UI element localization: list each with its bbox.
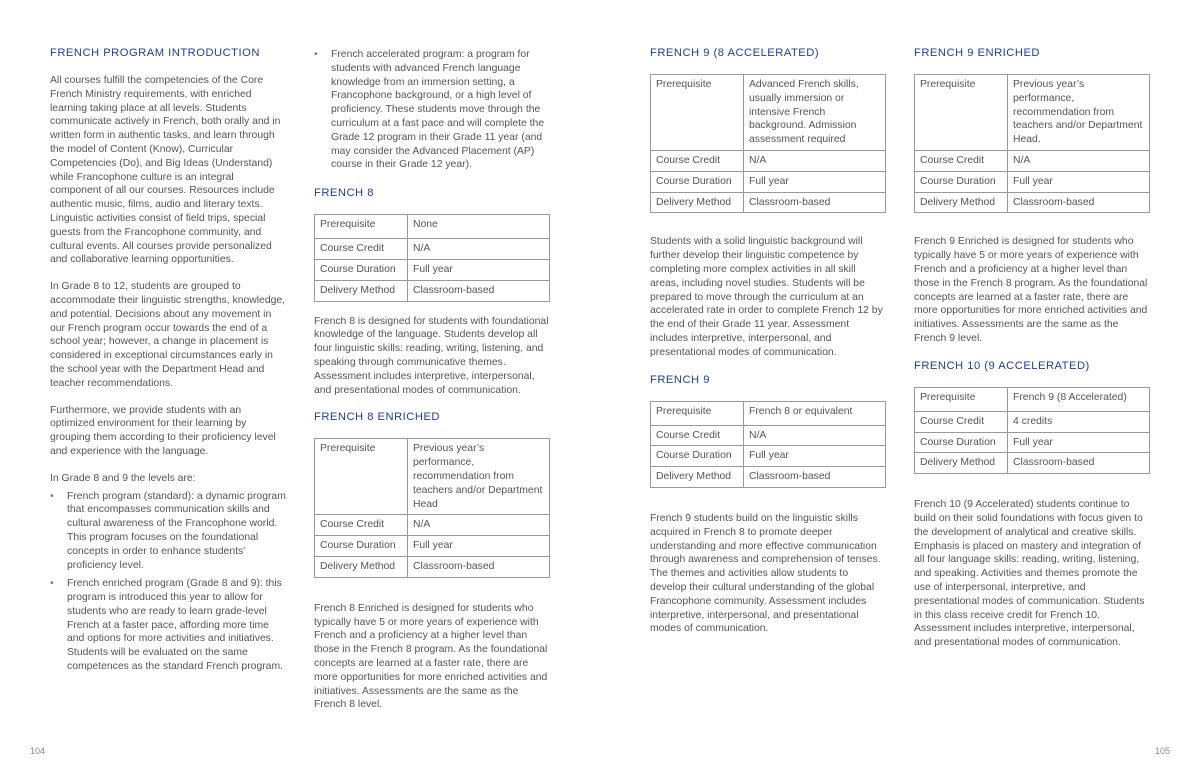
course-table-french-9-enriched bbox=[914, 74, 1150, 213]
row-label: Course Credit bbox=[315, 515, 408, 536]
row-value: Previous year’s performance, recommendation from teachers and/or Department Head bbox=[408, 439, 550, 515]
list-item: • French enriched program (Grade 8 and 9): this program is introduced this year to allow for students who are ready to learn grade-level French at a faster pace, affording more time and options for more activities and initiatives. Students will be evaluated on the same competences as the standard French program. bbox=[50, 577, 287, 674]
table-row bbox=[651, 150, 886, 171]
intro-heading: FRENCH PROGRAM INTRODUCTION bbox=[50, 47, 260, 59]
row-value: Full year bbox=[744, 446, 886, 467]
course-description: French 10 (9 Accelerated) students continue to build on their solid foundations with focus given to the development of analytical and creative skills. Emphasis is placed on mastery and integration of all four language skills: reading, writing, listening, and speaking. Activities and themes promote the use of interpersonal, interpretive, and presentational modes of communication. Students in this class receive credit for French 10. Assessment includes interpretive, interpersonal, and presentational modes of communication. bbox=[914, 499, 1145, 649]
row-value: Full year bbox=[408, 536, 550, 557]
row-label: Prerequisite bbox=[915, 75, 1008, 151]
table-row bbox=[915, 75, 1150, 151]
course-title-french-10-accelerated: FRENCH 10 (9 ACCELERATED) bbox=[914, 359, 1090, 372]
row-value: Full year bbox=[408, 259, 550, 280]
row-label: Delivery Method bbox=[651, 467, 744, 488]
intro-column bbox=[50, 46, 287, 687]
row-label: Course Duration bbox=[651, 446, 744, 467]
course-table-french-9-accelerated bbox=[650, 74, 886, 213]
row-value: Classroom-based bbox=[1008, 453, 1150, 474]
row-label: Course Duration bbox=[915, 432, 1008, 453]
row-label: Delivery Method bbox=[315, 556, 408, 577]
page-number-left: 104 bbox=[30, 746, 46, 756]
table-row bbox=[915, 150, 1150, 171]
row-value: Classroom-based bbox=[1008, 192, 1150, 213]
table-row bbox=[651, 425, 886, 446]
row-label: Prerequisite bbox=[651, 401, 744, 425]
table-row bbox=[651, 192, 886, 213]
table-row bbox=[315, 536, 550, 557]
row-label: Course Duration bbox=[315, 536, 408, 557]
row-value: N/A bbox=[408, 239, 550, 260]
row-label: Prerequisite bbox=[651, 75, 744, 151]
table-row bbox=[315, 280, 550, 301]
row-value: N/A bbox=[744, 425, 886, 446]
row-value: Classroom-based bbox=[408, 556, 550, 577]
row-value: Full year bbox=[1008, 432, 1150, 453]
table-row bbox=[315, 215, 550, 239]
row-label: Course Credit bbox=[651, 425, 744, 446]
row-value: Classroom-based bbox=[744, 192, 886, 213]
levels-intro: In Grade 8 and 9 the levels are: bbox=[50, 472, 196, 484]
course-title-french-8-enriched: FRENCH 8 ENRICHED bbox=[314, 411, 440, 424]
page-number-right: 105 bbox=[1154, 746, 1170, 756]
course-title-french-9-accelerated: FRENCH 9 (8 ACCELERATED) bbox=[650, 47, 820, 59]
row-value: N/A bbox=[408, 515, 550, 536]
table-row bbox=[915, 453, 1150, 474]
intro-paragraph: All courses fulfill the competencies of the Core French Ministry requirements, with enriched learning taking place at all levels. Students communicate actively in French, both orally and in written form in authentic tasks, and learn through the model of Content (Know), Curricular Competencies (Do), and Big Ideas (Understand) while Francophone culture is an integral component of all our courses. Resources include authentic music, films, audio and literary texts. Linguistic activities consist of field trips, special guests from the Francophone community, and cultural events. All courses provide personalized and collaborative learning opportunities. bbox=[50, 75, 281, 266]
column-french-8 bbox=[314, 48, 550, 725]
row-label: Course Duration bbox=[651, 171, 744, 192]
course-table-french-8 bbox=[314, 214, 550, 301]
row-label: Prerequisite bbox=[315, 215, 408, 239]
course-title-french-9: FRENCH 9 bbox=[650, 373, 710, 386]
row-label: Course Credit bbox=[915, 411, 1008, 432]
list-item: • French accelerated program: a program for students with advanced French language knowledge from an immersion setting, a Francophone background, or a high level of proficiency. These students move through the curriculum at a fast pace and will complete the Grade 12 program in their Grade 11 year (and may consider the Advanced Placement (AP) course in their Grade 12 year). bbox=[314, 48, 550, 172]
row-value: Previous year’s performance, recommendation from teachers and/or Department Head. bbox=[1008, 75, 1150, 151]
column-french-9 bbox=[650, 46, 886, 649]
row-label: Course Credit bbox=[915, 150, 1008, 171]
row-value: Full year bbox=[1008, 171, 1150, 192]
table-row bbox=[315, 515, 550, 536]
row-value: Advanced French skills, usually immersion or intensive French background. Admission assessment required bbox=[744, 75, 886, 151]
table-row bbox=[651, 171, 886, 192]
course-table-french-10-accelerated bbox=[914, 387, 1150, 474]
table-row bbox=[651, 401, 886, 425]
course-title-french-8: FRENCH 8 bbox=[314, 187, 374, 200]
table-row bbox=[315, 439, 550, 515]
levels-list bbox=[50, 490, 287, 674]
table-row bbox=[651, 75, 886, 151]
row-label: Delivery Method bbox=[315, 280, 408, 301]
row-label: Prerequisite bbox=[915, 387, 1008, 411]
list-item: • French program (standard): a dynamic program that encompasses communication skills and cultural awareness of the Francophone world. This program focuses on the foundational concepts in order to enhance students’ proficiency level. bbox=[50, 490, 287, 573]
table-row bbox=[315, 239, 550, 260]
row-value: Classroom-based bbox=[408, 280, 550, 301]
row-value: Full year bbox=[744, 171, 886, 192]
row-label: Delivery Method bbox=[651, 192, 744, 213]
row-value: N/A bbox=[1008, 150, 1150, 171]
course-title-french-9-enriched: FRENCH 9 ENRICHED bbox=[914, 47, 1040, 59]
course-table-french-9 bbox=[650, 401, 886, 488]
table-row bbox=[651, 446, 886, 467]
table-row bbox=[315, 556, 550, 577]
course-description: Students with a solid linguistic background will further develop their linguistic competence by completing more complex activities in all skill areas, including novel studies. Students will be prepared to move through the curriculum at an accelerated rate in order to complete French 12 by the end of their Grade 11 year. Assessment includes interpretive, interpersonal, and presentational modes of communication. bbox=[650, 236, 883, 358]
table-row bbox=[915, 387, 1150, 411]
row-value: French 9 (8 Accelerated) bbox=[1008, 387, 1150, 411]
row-label: Course Credit bbox=[651, 150, 744, 171]
intro-paragraph: Furthermore, we provide students with an optimized environment for their learning by grouping them according to their proficiency level and experience with the language. bbox=[50, 404, 276, 457]
row-value: N/A bbox=[744, 150, 886, 171]
table-row bbox=[651, 467, 886, 488]
row-value: 4 credits bbox=[1008, 411, 1150, 432]
intro-paragraph: In Grade 8 to 12, students are grouped to accommodate their linguistic strengths, knowledge, and potential. Decisions about any movement in our French program occur towards the end of a school year; however, a change in placement is considered in exceptional circumstances early in the school year with the Department Head and teacher recommendations. bbox=[50, 281, 286, 389]
row-label: Delivery Method bbox=[915, 453, 1008, 474]
row-value: None bbox=[408, 215, 550, 239]
course-description: French 9 Enriched is designed for students who typically have 5 or more years of experience with French and a proficiency at a higher level than those in the French 8 program. As the foundational concepts are learned at a faster rate, there are more opportunities for more enriched activities and initiatives. Assessments are the same as the French 9 level. bbox=[914, 236, 1148, 344]
row-value: Classroom-based bbox=[744, 467, 886, 488]
table-row bbox=[915, 411, 1150, 432]
table-row bbox=[915, 432, 1150, 453]
levels-list-continued bbox=[314, 48, 550, 172]
row-label: Course Duration bbox=[315, 259, 408, 280]
column-french-9-enriched bbox=[914, 46, 1150, 663]
row-label: Prerequisite bbox=[315, 439, 408, 515]
row-label: Course Credit bbox=[315, 239, 408, 260]
course-table-french-8-enriched bbox=[314, 438, 550, 577]
row-label: Delivery Method bbox=[915, 192, 1008, 213]
table-row bbox=[315, 259, 550, 280]
table-row bbox=[915, 171, 1150, 192]
table-row bbox=[915, 192, 1150, 213]
row-label: Course Duration bbox=[915, 171, 1008, 192]
course-description: French 8 is designed for students with foundational knowledge of the language. Students develop all four linguistic skills: reading, writing, listening, and speaking through communicative themes. Assessment includes interpretive, interpersonal, and presentational modes of communication. bbox=[314, 315, 549, 396]
row-value: French 8 or equivalent bbox=[744, 401, 886, 425]
course-description: French 9 students build on the linguistic skills acquired in French 8 to promote deeper understanding and more effective communication through awareness and comprehension of tenses. The themes and activities allow students to develop their cultural understanding of the global Francophone community. Assessment includes interpretive, interpersonal, and presentational modes of communication. bbox=[650, 512, 881, 635]
course-description: French 8 Enriched is designed for students who typically have 5 or more years of experience with French and a proficiency at a higher level than those in the French 8 program. As the foundational concepts are learned at a faster rate, there are more opportunities for more enriched activities and initiatives. Assessments are the same as the French 8 level. bbox=[314, 602, 548, 711]
